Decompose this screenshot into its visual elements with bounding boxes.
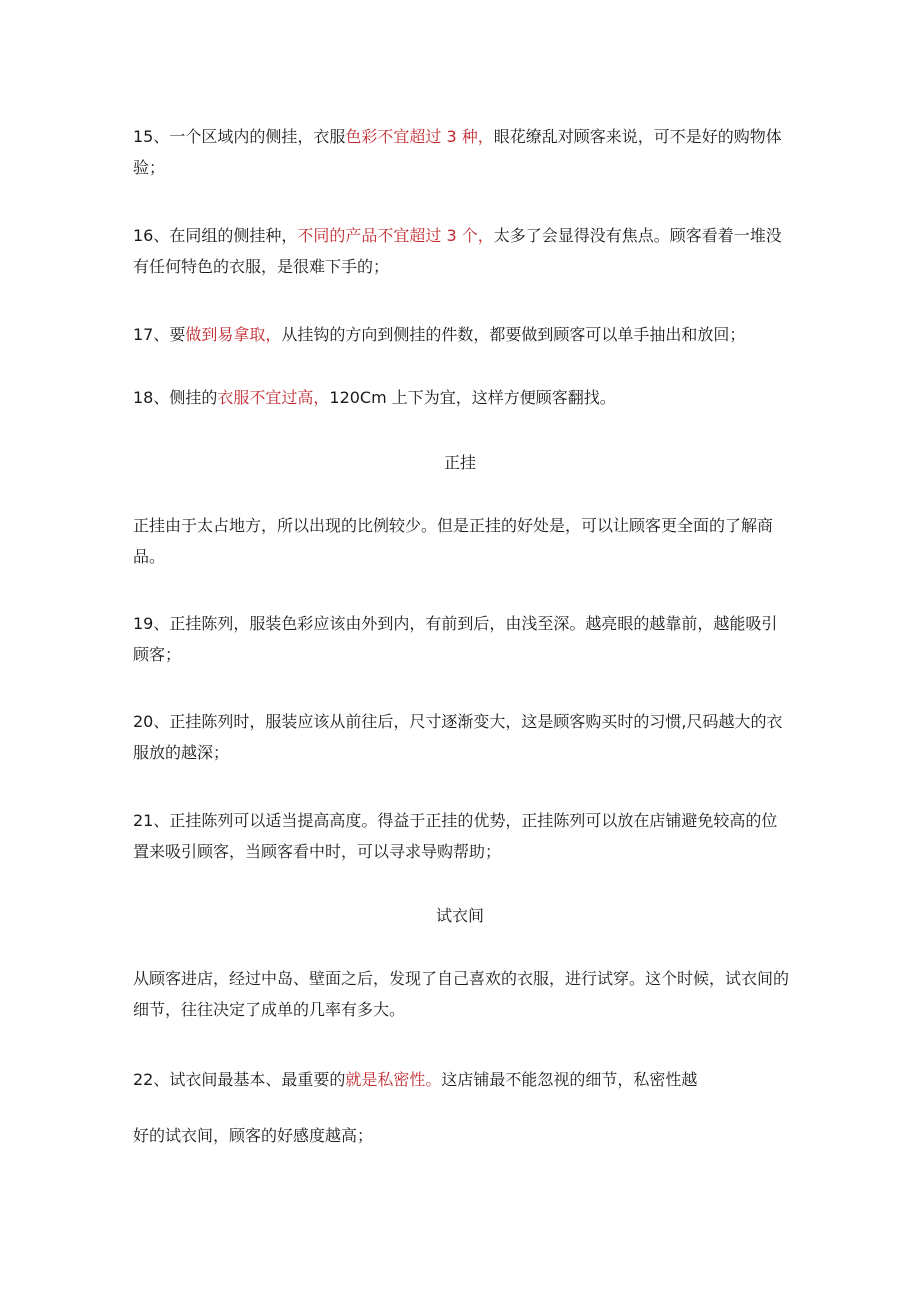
zhengua-intro: 正挂由于太占地方，所以出现的比例较少。但是正挂的好处是，可以让顾客更全面的了解商品。 (133, 516, 774, 566)
shiyijian-intro: 从顾客进店，经过中岛、壁面之后，发现了自己喜欢的衣服，进行试穿。这个时候，试衣间的细节，往往决定了成单的几率有多大。 (133, 969, 790, 1019)
paragraph-17-highlight: 做到易拿取， (185, 325, 282, 344)
paragraph-18-highlight: 衣服不宜过高， (217, 388, 330, 407)
paragraph-16-text: 16、在同组的侧挂种， (133, 226, 298, 245)
paragraph-16 (133, 220, 793, 282)
paragraph-18-text-rest: 120Cm 上下为宜，这样方便顾客翻找。 (329, 388, 616, 407)
paragraph-18-text: 18、侧挂的 (133, 388, 218, 407)
paragraph-19: 19、正挂陈列，服装色彩应该由外到内，有前到后，由浅至深。越亮眼的越靠前，越能吸引顾客； (133, 614, 778, 664)
paragraph-16-text-rest: 太多了会显得没有焦点。顾客看着一堆没有任何特色的衣服，是很难下手的； (133, 226, 782, 276)
paragraph-16-highlight: 不同的产品不宜超过 3 个， (297, 226, 494, 245)
section-heading-zhengua: 正挂 (443, 453, 476, 472)
paragraph-20: 20、正挂陈列时，服装应该从前往后，尺寸逐渐变大，这是顾客购买时的习惯,尺码越大的衣服放的越深； (133, 712, 783, 762)
paragraph-15-text: 15、一个区域内的侧挂，衣服 (133, 127, 346, 146)
paragraph-22-text: 22、试衣间最基本、最重要的 (133, 1070, 346, 1089)
paragraph-22-text-rest: 这店铺最不能忽视的细节，私密性越 (441, 1070, 698, 1089)
paragraph-22-continued: 好的试衣间，顾客的好感度越高； (133, 1126, 374, 1145)
paragraph-15 (133, 121, 793, 183)
paragraph-22-highlight: 就是私密性。 (345, 1070, 442, 1089)
paragraph-17 (133, 319, 793, 350)
paragraph-18 (133, 382, 793, 413)
paragraph-15-text-rest: 眼花缭乱对顾客来说，可不是好的购物体验； (133, 127, 782, 177)
paragraph-21: 21、正挂陈列可以适当提高高度。得益于正挂的优势，正挂陈列可以放在店铺避免较高的位置来吸引顾客，当顾客看中时，可以寻求导购帮助； (133, 811, 778, 861)
paragraph-15-highlight: 色彩不宜超过 3 种， (345, 127, 494, 146)
paragraph-22 (133, 1064, 793, 1095)
paragraph-17-text: 17、要 (133, 325, 186, 344)
section-heading-shiyijian: 试衣间 (435, 906, 484, 925)
paragraph-17-text-rest: 从挂钩的方向到侧挂的件数，都要做到顾客可以单手抽出和放回； (281, 325, 746, 344)
